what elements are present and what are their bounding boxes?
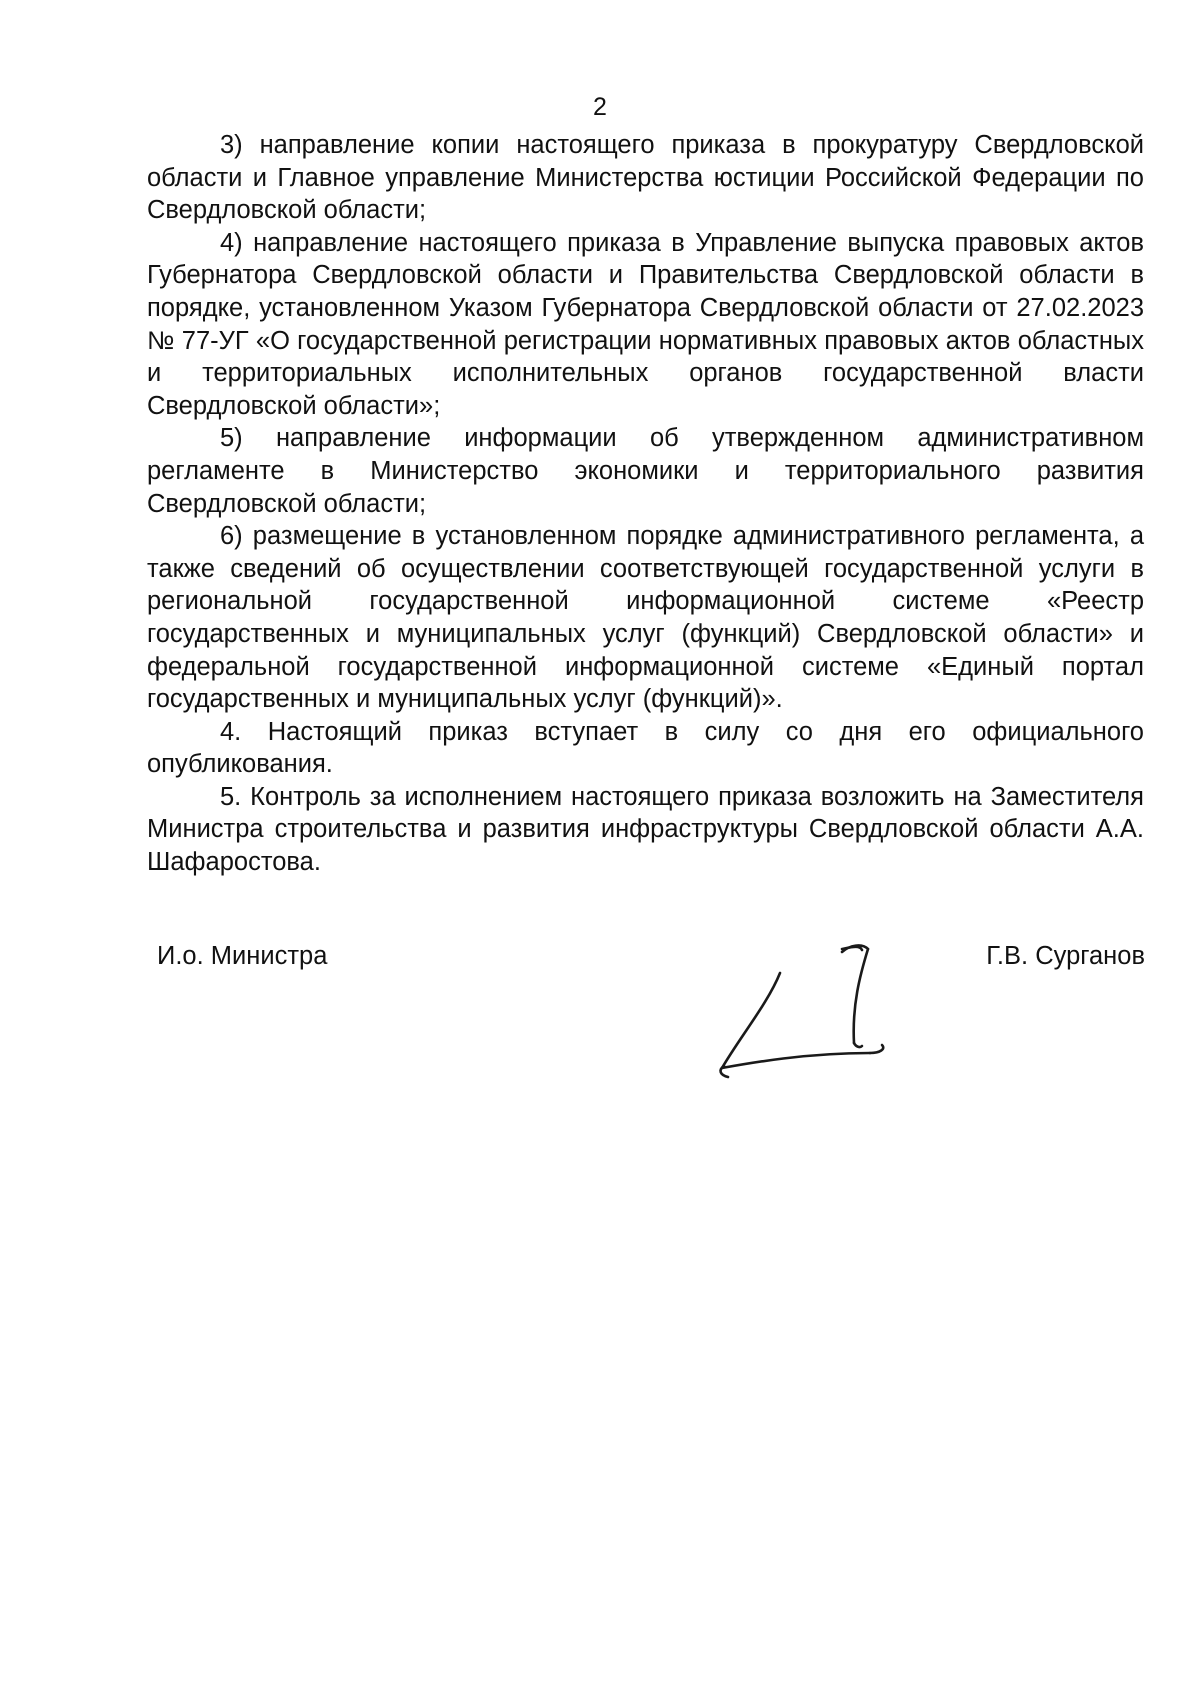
signatory-name: Г.В. Сурганов [986,942,1145,970]
paragraph-item-3: 3) направление копии настоящего приказа в прокуратуру Свердловской области и Главное управление Министерства юстиции Российской Федерации по Свердловской области; [147,131,1144,225]
handwritten-signature [710,925,930,1085]
page-number: 2 [593,93,607,121]
signatory-position: И.о. Министра [157,942,328,970]
paragraph-clause-5: 5. Контроль за исполнением настоящего приказа возложить на Заместителя Министра строительства и развития инфраструктуры Свердловской области А.А. Шафаростова. [147,782,1144,877]
paragraph-clause-4: 4. Настоящий приказ вступает в силу со дня его официального опубликования. [147,717,1144,779]
paragraph-item-4: 4) направление настоящего приказа в Управление выпуска правовых актов Губернатора Свердловской области и Правительства Свердловской области в порядке, установленном Указом Губернатора Свердловской области от 27.02.2023 № 77-УГ «О государственной регистрации нормативных правовых актов областных и территориальных исполнительных органов государственной власти Свердловской области»; [147,228,1144,420]
paragraph-item-5: 5) направление информации об утвержденном административном регламенте в Министерство экономики и территориального развития Свердловской области; [147,424,1144,518]
document-body [147,129,1144,879]
paragraph-item-6: 6) размещение в установленном порядке административного регламента, а также сведений об осуществлении соответствующей государственной услуги в региональной государственной информационной системе «Реестр государственных и муниципальных услуг (функций) Свердловской области» и федеральной государственной информационной системе «Единый портал государственных и муниципальных услуг (функций)». [147,522,1144,714]
